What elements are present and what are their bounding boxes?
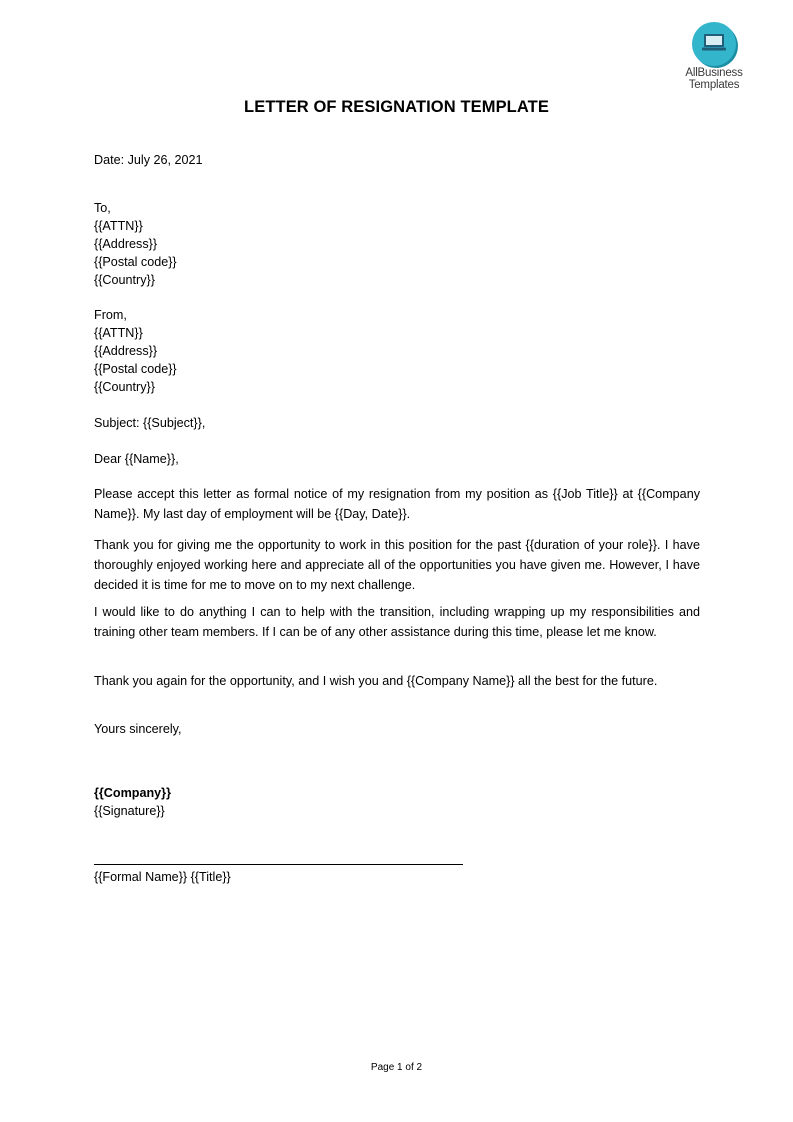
formal-name-block	[94, 868, 700, 886]
document-title: LETTER OF RESIGNATION TEMPLATE	[244, 98, 549, 116]
date-block	[94, 151, 700, 169]
to-address: {{Address}}	[94, 237, 158, 251]
sender-address-block	[94, 306, 700, 396]
logo-line-2: Templates	[688, 79, 740, 91]
formal-name-title: {{Formal Name}} {{Title}}	[94, 870, 231, 884]
from-country: {{Country}}	[94, 380, 155, 394]
closing-block	[94, 720, 700, 738]
to-label: To,	[94, 201, 111, 215]
salutation-block	[94, 450, 700, 468]
logo-text	[678, 67, 750, 91]
body-paragraph-3: I would like to do anything I can to help with the transition, including wrapping up my responsibilities and training other team members. If I can be of any other assistance during this time, please let me know.	[94, 605, 700, 639]
signature-rule	[94, 864, 463, 865]
from-address: {{Address}}	[94, 344, 158, 358]
laptop-icon	[692, 22, 736, 66]
subject-block	[94, 414, 700, 432]
signature-placeholder: {{Signature}}	[94, 804, 165, 818]
signature-block	[94, 784, 700, 820]
body-paragraph-1: Please accept this letter as formal notice of my resignation from my position as {{Job Title}} at {{Company Name}}. My last day of employment will be {{Day, Date}}.	[94, 487, 700, 521]
recipient-address-block	[94, 199, 700, 289]
date-line: Date: July 26, 2021	[94, 153, 203, 167]
to-country: {{Country}}	[94, 273, 155, 287]
salutation: Dear {{Name}},	[94, 452, 179, 466]
brand-logo	[678, 22, 750, 91]
body-paragraph-4: Thank you again for the opportunity, and I wish you and {{Company Name}} all the best for the future.	[94, 674, 658, 688]
closing: Yours sincerely,	[94, 722, 182, 736]
from-postal-code: {{Postal code}}	[94, 362, 177, 376]
from-attn: {{ATTN}}	[94, 326, 143, 340]
company-name: {{Company}}	[94, 786, 171, 800]
body-paragraph-2: Thank you for giving me the opportunity to work in this position for the past {{duration of your role}}. I have thoroughly enjoyed working here and appreciate all of the opportunities you have given me. However, I have decided it is time for me to move on to my next challenge.	[94, 538, 700, 592]
to-postal-code: {{Postal code}}	[94, 255, 177, 269]
from-label: From,	[94, 308, 127, 322]
subject-line: Subject: {{Subject}},	[94, 416, 206, 430]
logo-line-1: AllBusiness	[685, 67, 743, 79]
to-attn: {{ATTN}}	[94, 219, 143, 233]
page-footer: Page 1 of 2	[370, 1062, 423, 1073]
